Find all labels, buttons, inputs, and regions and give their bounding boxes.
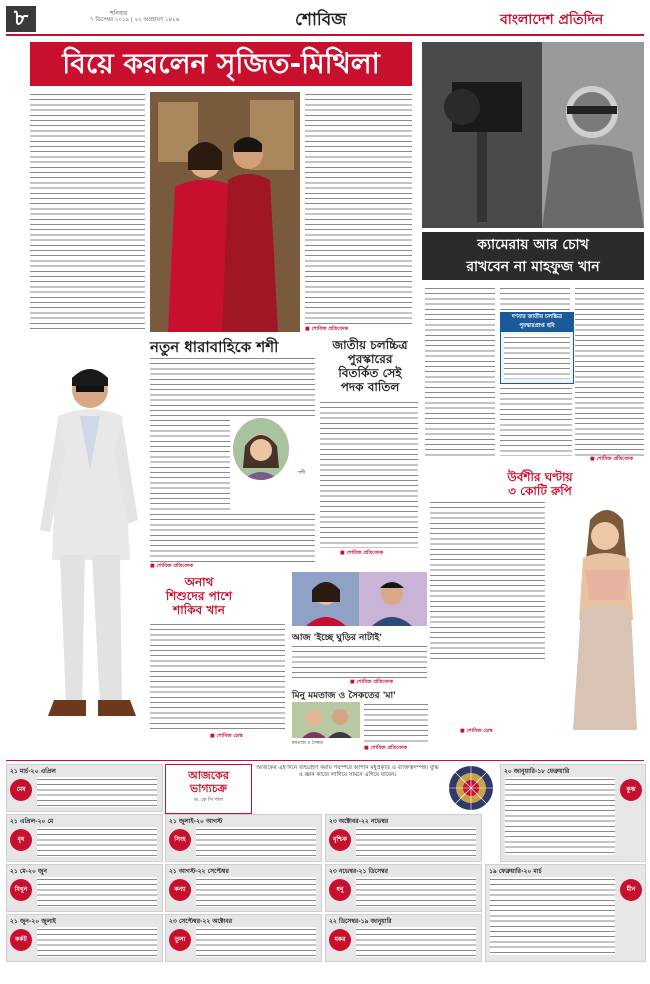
sign-name-pisces: মীন	[620, 879, 642, 901]
award-headline-line3: বিতর্কিত সেই	[338, 366, 402, 380]
sign-text-aries	[37, 777, 157, 807]
lead-body-col3	[305, 92, 412, 327]
sign-card-taurus	[6, 814, 163, 862]
sign-text-capricorn	[356, 927, 476, 957]
sign-range-virgo: ২১ আগস্ট-২২ সেপ্টেম্বর	[169, 868, 229, 875]
shakib-headline	[150, 575, 248, 617]
mahfuz-body-col2-bottom	[500, 386, 572, 456]
sign-card-virgo	[165, 864, 322, 912]
shoshi-body-left	[150, 418, 230, 510]
sign-text-scorpio	[356, 827, 476, 857]
sign-text-taurus	[37, 827, 157, 857]
urvashi-photo	[545, 500, 644, 730]
award-list-title-1: দশবার জাতীয় চলচ্চিত্র	[501, 313, 573, 323]
sign-text-aquarius	[505, 777, 615, 855]
mithu-byline: ■ শোবিজ প্রতিবেদক	[364, 745, 408, 751]
sign-name-virgo: কন্যা	[169, 879, 191, 901]
shoshi-body-top	[150, 356, 315, 416]
sign-range-leo: ২১ জুলাই-২০ আগস্ট	[169, 818, 223, 825]
natok-body	[292, 644, 427, 678]
sign-text-libra	[196, 927, 316, 957]
mahfuz-photo	[422, 42, 644, 228]
sign-card-aquarius	[500, 764, 646, 862]
sign-name-aquarius: কুম্ভ	[620, 779, 642, 801]
issue-day: শনিবার	[110, 10, 128, 17]
award-list-body	[504, 335, 570, 379]
shakib-photo	[30, 360, 145, 735]
horoscope-author: ড. কে সি পাল	[194, 797, 223, 803]
sign-name-gemini: মিথুন	[10, 879, 32, 901]
shakib-headline-line1: অনাথ	[184, 575, 214, 589]
natok-photo	[292, 572, 427, 626]
sign-text-cancer	[37, 927, 157, 957]
mithu-body	[364, 702, 428, 742]
shoshi-headline: নতুন ধারাবাহিকে শশী	[150, 338, 279, 356]
mahfuz-body-col1	[425, 286, 495, 456]
horoscope-title-line1: আজকের	[188, 769, 229, 782]
horoscope-title-box	[165, 764, 252, 814]
lead-couple-photo	[150, 92, 300, 332]
urvashi-headline-line1: উর্বশীর ঘণ্টায়	[507, 470, 573, 484]
mahfuz-headline-box	[422, 232, 644, 280]
lead-headline: বিয়ে করলেন সৃজিত-মিথিলা	[30, 42, 412, 86]
mahfuz-headline-line1: ক্যামেরায় আর চোখ	[477, 237, 589, 253]
mahfuz-body-col3	[575, 286, 644, 456]
sign-card-cancer	[6, 914, 163, 962]
sign-range-capricorn: ২২ ডিসেম্বর-১৯ জানুয়ারি	[329, 918, 392, 925]
mahfuz-headline-line2: রাখবেন না মাহফুজ খান	[466, 259, 600, 275]
sign-card-aries	[6, 764, 163, 812]
natok-byline: ■ শোবিজ প্রতিবেদক	[350, 679, 394, 685]
award-headline-line1: জাতীয় চলচ্চিত্র	[332, 338, 408, 352]
mithu-headline: মিনু মমতাজ ও সৈকতের 'মা'	[292, 691, 396, 701]
sign-range-aries: ২১ মার্চ-২০ এপ্রিল	[10, 768, 56, 775]
award-byline: ■ শোবিজ প্রতিবেদক	[340, 550, 384, 556]
sign-range-cancer: ২১ জুন-২০ জুলাই	[10, 918, 56, 925]
shoshi-photo	[233, 418, 289, 480]
section-title: শোবিজ	[295, 10, 347, 30]
horoscope-intro: আজকের এই দিনে জন্মগ্রহণ করায় পরস্পরে আপনি মধুপ্রকৃতি ও ব্যক্তিত্বসম্পন্ন। বুদ্ধি ও জ্ঞান কাজে লাগিয়ে সামনে এগিয়ে যাবেন।	[256, 765, 439, 778]
award-list-box	[500, 312, 574, 384]
sign-card-scorpio	[325, 814, 482, 862]
shoshi-byline: ■ শোবিজ প্রতিবেদক	[150, 563, 194, 569]
sign-range-aquarius: ২০ জানুয়ারি-১৮ ফেব্রুয়ারি	[504, 768, 570, 775]
sign-text-gemini	[37, 877, 157, 907]
horoscope-rule	[6, 760, 644, 761]
award-headline-line4: পদক বাতিল	[340, 380, 400, 394]
sign-text-pisces	[490, 877, 615, 955]
sign-text-leo	[196, 827, 316, 857]
sign-name-capricorn: মকর	[329, 929, 351, 951]
sign-range-pisces: ১৯ ফেব্রুয়ারি-২০ মার্চ	[489, 868, 542, 875]
urvashi-headline	[505, 470, 575, 498]
shoshi-caption: শশী	[298, 470, 306, 476]
award-list-title-2: পুরস্কারপ্রাপ্ত ছবি	[501, 323, 573, 332]
sign-name-cancer: কর্কট	[10, 929, 32, 951]
sign-name-libra: তুলা	[169, 929, 191, 951]
shakib-headline-line3: শাকিব খান	[173, 603, 225, 617]
mithu-photo	[292, 702, 360, 738]
sign-text-sagittarius	[356, 877, 476, 907]
sign-text-virgo	[196, 877, 316, 907]
urvashi-byline: ■ শোবিজ ডেস্ক	[460, 728, 493, 734]
sign-card-pisces	[485, 864, 646, 962]
sign-card-capricorn	[325, 914, 482, 962]
sign-card-sagittarius	[325, 864, 482, 912]
urvashi-body	[430, 500, 550, 660]
page-number: ৮	[6, 6, 36, 32]
shoshi-body-bottom	[150, 512, 315, 562]
award-headline	[320, 338, 420, 394]
sign-name-aries: মেষ	[10, 779, 32, 801]
mithu-caption: মমতাজ ও সৈকত	[292, 741, 324, 746]
masthead-logo: বাংলাদেশ প্রতিদিন	[500, 12, 604, 28]
sign-range-taurus: ২১ এপ্রিল-২০ মে	[10, 818, 54, 825]
header-rule	[6, 34, 644, 36]
sign-name-leo: সিংহ	[169, 829, 191, 851]
sign-range-gemini: ২১ মে-২০ জুন	[10, 868, 47, 875]
award-headline-line2: পুরস্কারের	[347, 352, 393, 366]
sign-range-sagittarius: ২৩ নভেম্বর-২১ ডিসেম্বর	[329, 868, 388, 875]
award-body	[320, 400, 418, 548]
zodiac-wheel-icon	[445, 764, 497, 812]
shakib-byline: ■ শোবিজ ডেস্ক	[210, 733, 243, 739]
shakib-headline-line2: শিশুদের পাশে	[165, 589, 233, 603]
sign-name-sagittarius: ধনু	[329, 879, 351, 901]
shakib-body	[150, 622, 285, 732]
urvashi-headline-line2: ৩ কোটি রুপি	[508, 484, 572, 498]
sign-card-leo	[165, 814, 322, 862]
issue-date: ৭ ডিসেম্বর ২০১৯ | ২২ অগ্রহায়ণ ১৪২৬	[90, 17, 180, 23]
natok-headline: আজ 'ইচ্ছে ঘুড়ির নাটাই'	[292, 633, 382, 643]
mahfuz-byline: ■ শোবিজ প্রতিবেদক	[590, 456, 634, 462]
sign-range-scorpio: ২৩ অক্টোবর-২২ নভেম্বর	[329, 818, 389, 825]
sign-name-taurus: বৃষ	[10, 829, 32, 851]
sign-name-scorpio: বৃশ্চিক	[329, 829, 351, 851]
sign-range-libra: ২৩ সেপ্টেম্বর-২২ অক্টোবর	[169, 918, 232, 925]
mahfuz-body-col2-top	[500, 286, 570, 310]
horoscope-title-line2: ভাগ্যচক্র	[190, 782, 227, 795]
sign-card-libra	[165, 914, 322, 962]
lead-body-col1	[30, 92, 145, 332]
sign-card-gemini	[6, 864, 163, 912]
lead-byline: ■ শোবিজ প্রতিবেদক	[305, 326, 349, 332]
